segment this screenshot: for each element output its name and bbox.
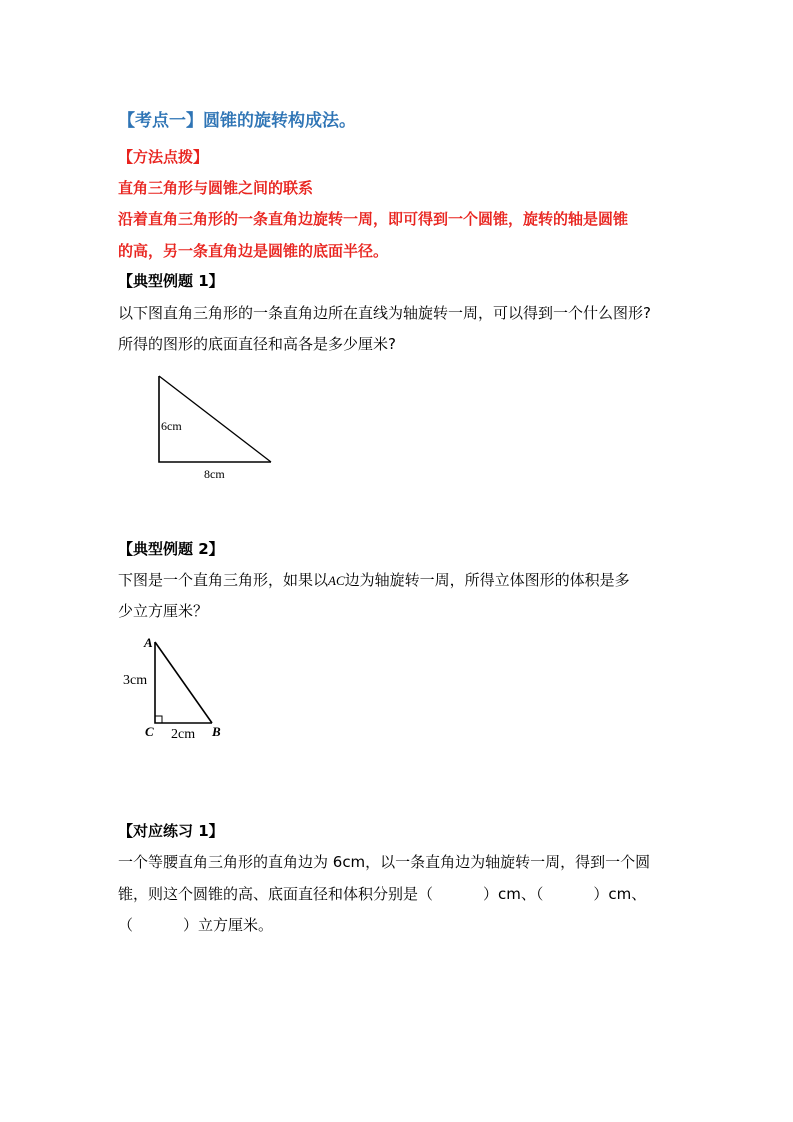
method-heading: 【方法点拨】 (118, 148, 209, 166)
example2-question-post: 边为轴旋转一周，所得立体图形的体积是多 (344, 571, 630, 589)
practice1-line-3 (118, 914, 273, 935)
example2-question-line-1 (118, 569, 630, 590)
vertex-c-label: C (145, 724, 154, 739)
method-line-1: 直角三角形与圆锥之间的联系 (118, 179, 314, 197)
practice1-heading: 【对应练习 1】 (118, 822, 224, 840)
example1-heading: 【典型例题 1】 (118, 272, 224, 290)
vertex-a-label: A (144, 635, 153, 650)
practice1-line-3-a: （ (118, 916, 134, 934)
example2-triangle-figure (115, 632, 235, 744)
practice1-line-2-b: ）cm、（ (483, 885, 544, 903)
example1-question-line-2: 所得的图形的底面直径和高各是多少厘米? (118, 335, 396, 353)
example1-triangle-figure (150, 370, 280, 485)
section-title: 【考点一】圆锥的旋转构成法。 (118, 111, 356, 131)
vertex-b-label: B (212, 724, 221, 739)
example2-question-line-2: 少立方厘米？ (118, 602, 209, 620)
right-angle-mark (155, 716, 162, 723)
method-line-2: 沿着直角三角形的一条直角边旋转一周，即可得到一个圆锥，旋转的轴是圆锥 (118, 210, 629, 228)
practice1-line-2-c: ）cm、 (593, 885, 647, 903)
practice1-line-1: 一个等腰直角三角形的直角边为 6cm，以一条直角边为轴旋转一周，得到一个圆 (118, 853, 651, 871)
practice1-line-2-a: 锥，则这个圆锥的高、底面直径和体积分别是（ (118, 885, 434, 903)
side-ac-label: 3cm (123, 673, 148, 688)
practice1-line-2 (118, 883, 646, 904)
example2-heading: 【典型例题 2】 (118, 540, 224, 558)
example1-question-line-1: 以下图直角三角形的一条直角边所在直线为轴旋转一周，可以得到一个什么图形? (118, 304, 651, 322)
side-cb-label: 2cm (171, 727, 196, 742)
example2-var-ac: AC (328, 573, 345, 588)
practice1-line-3-b: ）立方厘米。 (183, 916, 274, 934)
method-line-3: 的高，另一条直角边是圆锥的底面半径。 (118, 242, 389, 260)
example2-question-pre: 下图是一个直角三角形，如果以 (118, 571, 329, 589)
triangle2-hypotenuse (155, 642, 212, 723)
example1-left-label: 6cm (161, 419, 182, 433)
example1-bottom-label: 8cm (204, 467, 225, 481)
